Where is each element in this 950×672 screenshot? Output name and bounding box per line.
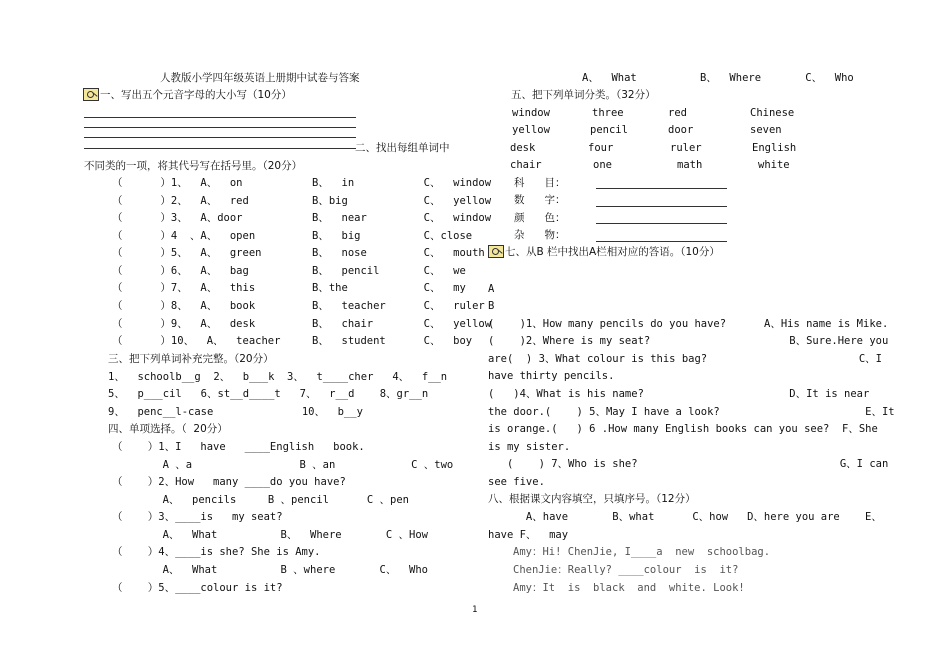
word-three: three [592,107,624,119]
s7-line-11: ( ) 7、Who is she? G、I can [488,458,889,470]
s4-item-4-options: A、 What B 、where C、 Who [112,564,428,576]
section5-heading: 五、把下列单词分类。（32分） [511,89,656,101]
answer-line-3[interactable] [84,137,356,138]
page-number: 1 [472,605,478,615]
s4-item-2: （ ）2、How many ____do you have? [112,476,346,488]
s4-item-3: （ ）3、____is my seat? [112,511,283,523]
s2-row-4: （ ）4 、A、 open B、 big C、close [112,230,473,242]
word-door: door [668,124,694,136]
word-window: window [512,107,550,119]
s8-dialog-1: Amy：Hi! ChenJie, I____a new schoolbag. [513,546,771,558]
s8-dialog-3: Amy：It is black and white. Look! [513,582,745,594]
s2-row-9: （ ）9、 A、 desk B、 chair C、 yellow [112,318,492,330]
s4-item-5: （ ）5、____colour is it? [112,582,283,594]
s3-line-3: 9、 penc__l-case 10、 b__y [108,406,363,418]
category-color-label: 颜 色： [514,212,566,224]
s8-options-1: A、have B、what C、how D、here you are E、 [488,511,882,523]
word-yellow: yellow [512,124,550,136]
s2-row-1: （ ）1、 A、 on B、 in C、 window [112,177,492,189]
s7-line-1: A [488,283,495,295]
pencil-note-icon [83,88,99,101]
s7-line-8: the door.( ) 5、May I have a look? E、It [488,406,895,418]
s3-line-2: 5、 p___cil 6、st__d____t 7、 r__d 8、gr__n [108,388,429,400]
category-misc-line[interactable] [596,241,727,242]
s4-item-5-options: A、 What B、 Where C、 Who [582,72,854,84]
word-desk: desk [510,142,536,154]
word-one: one [593,159,612,171]
s7-line-5: are( ) 3、What colour is this bag? C、I [488,353,882,365]
s2-row-3: （ ）3、 A、door B、 near C、 window [112,212,492,224]
s7-line-6: have thirty pencils. [488,370,615,382]
category-misc-label: 杂 物： [514,229,566,241]
s7-line-2: B [488,300,495,312]
word-four: four [588,142,614,154]
s2-row-10: （ ）10、 A、 teacher B、 student C、 boy [112,335,473,347]
s7-line-4: ( )2、Where is my seat? B、Sure.Here you [488,335,889,347]
s4-item-3-options: A、 What B、 Where C 、How [112,529,428,541]
section2-heading-part2: 不同类的一项，将其代号写在括号里。（20分） [84,160,303,172]
s2-row-2: （ ）2、 A、 red B、big C、 yellow [112,195,492,207]
word-chair: chair [510,159,542,171]
word-white: white [758,159,790,171]
word-math: math [677,159,703,171]
s2-row-5: （ ）5、 A、 green B、 nose C、 mouth [112,247,485,259]
pencil-note-icon [488,245,504,258]
s4-item-1-options: A 、a B 、an C 、two [112,459,454,471]
category-number-line[interactable] [596,206,727,207]
answer-line-2[interactable] [84,127,356,128]
s7-line-7: ( )4、What is his name? D、It is near [488,388,870,400]
page-title: 人教版小学四年级英语上册期中试卷与答案 [160,72,360,84]
s7-line-3: ( )1、How many pencils do you have? A、His name is Mike. [488,318,889,330]
category-subject-label: 科 目： [514,177,566,189]
s7-line-12: see five. [488,476,545,488]
s3-line-1: 1、 schoolb__g 2、 b___k 3、 t____cher 4、 f__n [108,371,448,383]
s2-row-6: （ ）6、 A、 bag B、 pencil C、 we [112,265,466,277]
category-color-line[interactable] [596,223,727,224]
s2-row-8: （ ）8、 A、 book B、 teacher C、 ruler [112,300,485,312]
section4-heading: 四、单项选择。（ 20分） [108,423,228,435]
s7-line-10: is my sister. [488,441,571,453]
s8-dialog-2: ChenJie：Really? ____colour is it? [513,564,739,576]
section1-heading: 一、写出五个元音字母的大小写（10分） [100,89,292,101]
s4-item-4: （ ）4、____is she? She is Amy. [112,546,321,558]
section8-heading: 八、根据课文内容填空，只填序号。（12分） [488,493,696,505]
s2-row-7: （ ）7、 A、 this B、the C、 my [112,282,466,294]
category-number-label: 数 字： [514,194,566,206]
section3-heading: 三、把下列单词补充完整。（20分） [108,353,274,365]
section2-heading-part1: 二、找出每组单词中 [355,142,450,154]
word-ruler: ruler [670,142,702,154]
category-subject-line[interactable] [596,188,727,189]
answer-line-4[interactable] [84,148,356,149]
word-seven: seven [750,124,782,136]
s7-line-9: is orange.( ) 6 .How many English books can you see? F、She [488,423,878,435]
word-pencil: pencil [590,124,628,136]
word-red: red [668,107,687,119]
answer-line-1[interactable] [84,117,356,118]
s8-options-2: have F、 may [488,529,569,541]
word-chinese: Chinese [750,107,795,119]
s4-item-2-options: A、 pencils B 、pencil C 、pen [112,494,410,506]
section7-heading: 七、从B 栏中找出A栏相对应的答语。（10分） [505,246,720,258]
word-english: English [752,142,797,154]
s4-item-1: （ ）1、I have ____English book. [112,441,365,453]
